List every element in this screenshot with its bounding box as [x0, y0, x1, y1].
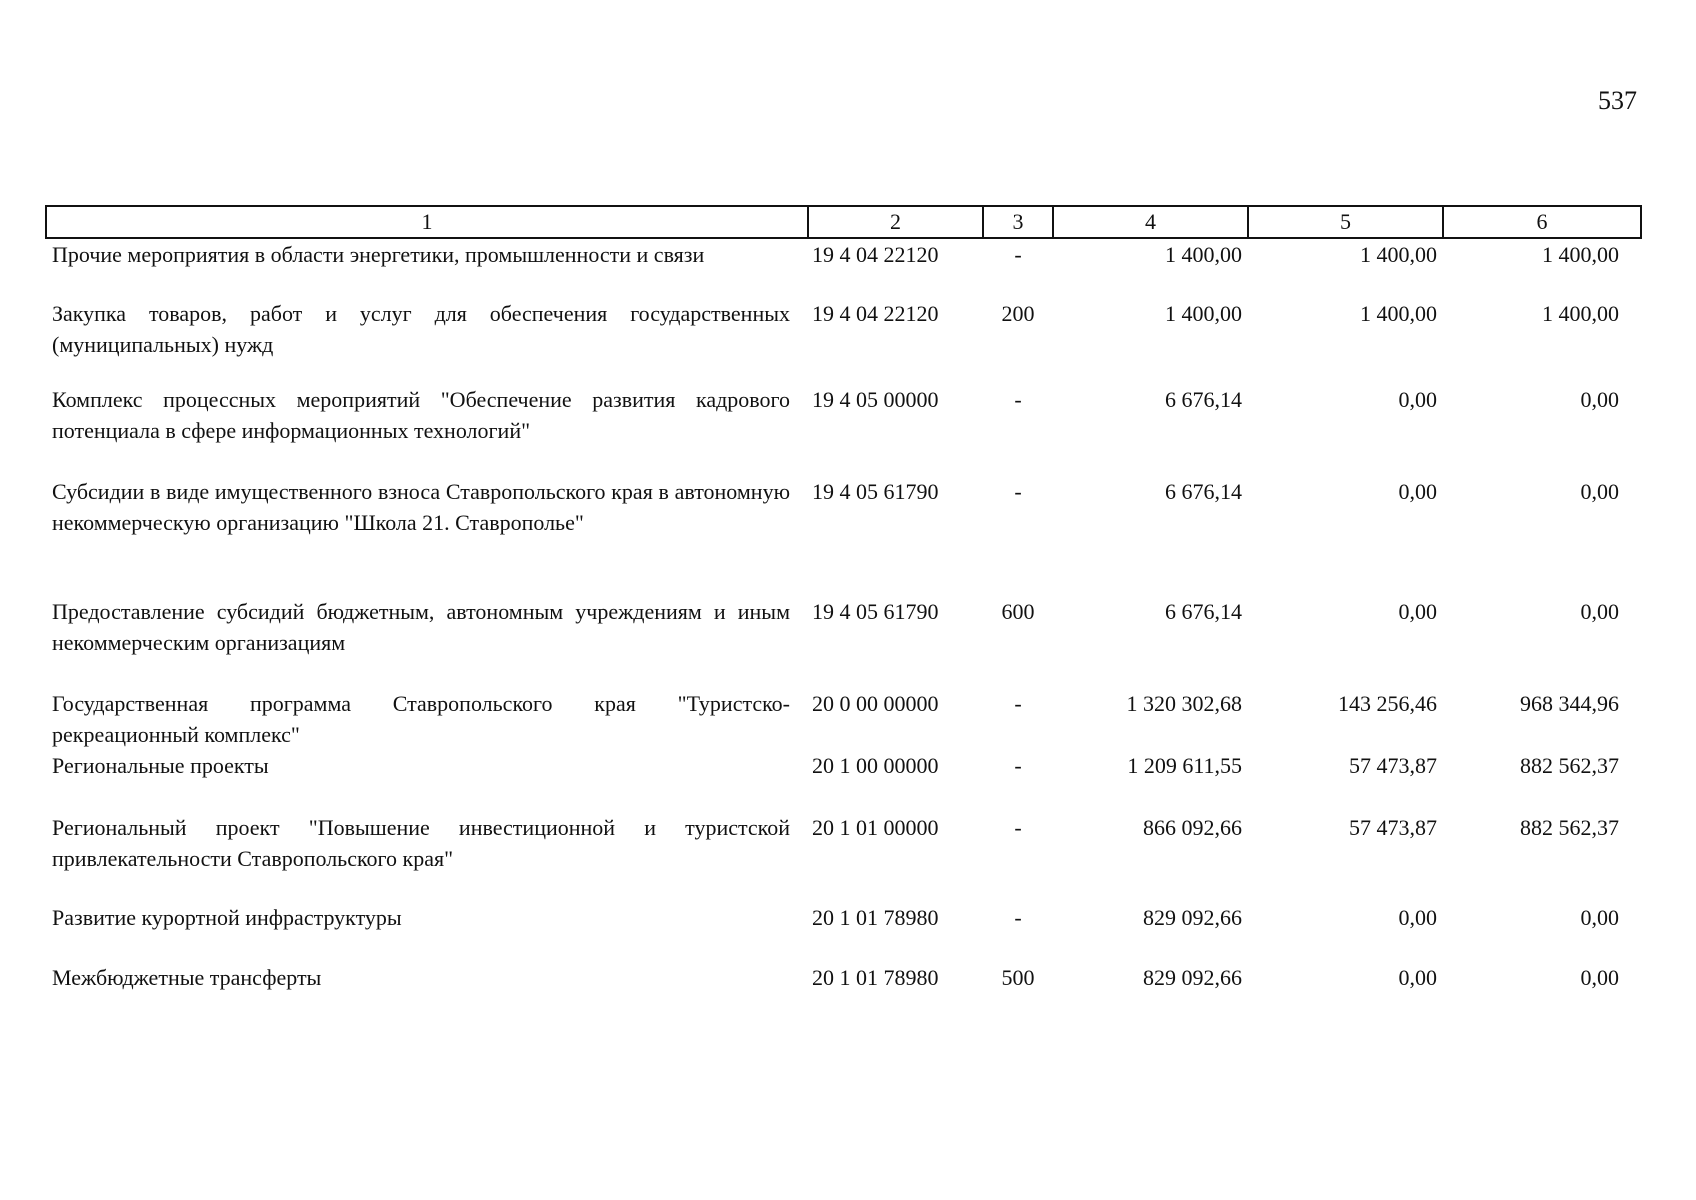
row-value-6: 882 562,37	[1520, 815, 1619, 840]
row-value-5: 57 473,87	[1349, 815, 1437, 840]
row-type: -	[1014, 479, 1022, 504]
budget-table-container	[45, 205, 1640, 1002]
row-name: Государственная программа Ставропольского края "Туристско-рекреационный комплекс"	[52, 691, 790, 747]
row-value-4: 1 320 302,68	[1126, 691, 1242, 716]
row-type: 600	[1001, 599, 1035, 624]
row-value-4: 829 092,66	[1143, 905, 1242, 930]
row-name: Субсидии в виде имущественного взноса Ставропольского края в автономную некоммерческую организацию "Школа 21. Ставрополье"	[52, 479, 790, 535]
row-value-5: 1 400,00	[1360, 242, 1437, 267]
row-value-6: 968 344,96	[1520, 691, 1619, 716]
table-row	[46, 596, 1641, 688]
row-value-6: 0,00	[1580, 905, 1619, 930]
row-value-6: 0,00	[1580, 599, 1619, 624]
row-value-4: 866 092,66	[1143, 815, 1242, 840]
row-code: 19 4 04 22120	[812, 301, 939, 326]
row-code: 20 1 01 00000	[812, 815, 939, 840]
row-code: 20 0 00 00000	[812, 691, 939, 716]
row-value-6: 0,00	[1580, 387, 1619, 412]
row-code: 19 4 04 22120	[812, 242, 939, 267]
header-col-3: 3	[983, 206, 1053, 238]
table-row	[46, 238, 1641, 298]
row-value-5: 0,00	[1398, 479, 1437, 504]
header-col-6: 6	[1443, 206, 1641, 238]
table-row	[46, 962, 1641, 1002]
row-name: Региональные проекты	[52, 753, 269, 778]
row-value-5: 1 400,00	[1360, 301, 1437, 326]
row-name: Региональный проект "Повышение инвестиционной и туристской привлекательности Ставропольского края"	[52, 815, 790, 871]
row-code: 19 4 05 00000	[812, 387, 939, 412]
table-row	[46, 812, 1641, 902]
row-code: 19 4 05 61790	[812, 599, 939, 624]
row-value-6: 882 562,37	[1520, 753, 1619, 778]
table-row	[46, 688, 1641, 750]
row-value-4: 1 400,00	[1165, 242, 1242, 267]
table-row	[46, 384, 1641, 476]
row-value-6: 1 400,00	[1542, 242, 1619, 267]
row-name: Прочие мероприятия в области энергетики, промышленности и связи	[52, 242, 705, 267]
row-type: -	[1014, 905, 1022, 930]
header-col-4: 4	[1053, 206, 1248, 238]
row-name: Предоставление субсидий бюджетным, автономным учреждениям и иным некоммерческим организациям	[52, 599, 790, 655]
row-value-5: 0,00	[1398, 387, 1437, 412]
row-type: -	[1014, 753, 1022, 778]
row-code: 20 1 01 78980	[812, 905, 939, 930]
row-value-5: 0,00	[1398, 599, 1437, 624]
row-name: Развитие курортной инфраструктуры	[52, 905, 402, 930]
row-value-5: 143 256,46	[1338, 691, 1437, 716]
row-name: Межбюджетные трансферты	[52, 965, 322, 990]
row-value-4: 1 209 611,55	[1127, 753, 1242, 778]
row-code: 20 1 01 78980	[812, 965, 939, 990]
table-row	[46, 298, 1641, 384]
header-col-1: 1	[46, 206, 808, 238]
budget-table	[45, 205, 1642, 1002]
row-value-4: 6 676,14	[1165, 599, 1242, 624]
row-type: -	[1014, 691, 1022, 716]
row-name: Закупка товаров, работ и услуг для обеспечения государственных (муниципальных) нужд	[52, 301, 790, 357]
table-row	[46, 750, 1641, 812]
row-name: Комплекс процессных мероприятий "Обеспечение развития кадрового потенциала в сфере информационных технологий"	[52, 387, 790, 443]
header-col-2: 2	[808, 206, 983, 238]
row-value-5: 0,00	[1398, 965, 1437, 990]
header-row	[46, 206, 1641, 238]
table-row	[46, 902, 1641, 962]
row-value-6: 0,00	[1580, 965, 1619, 990]
row-type: 200	[1001, 301, 1035, 326]
row-type: 500	[1001, 965, 1035, 990]
row-value-6: 0,00	[1580, 479, 1619, 504]
header-col-5: 5	[1248, 206, 1443, 238]
row-value-6: 1 400,00	[1542, 301, 1619, 326]
page-number: 537	[1598, 86, 1637, 115]
row-code: 19 4 05 61790	[812, 479, 939, 504]
row-type: -	[1014, 387, 1022, 412]
row-code: 20 1 00 00000	[812, 753, 939, 778]
row-type: -	[1014, 242, 1022, 267]
row-type: -	[1014, 815, 1022, 840]
table-row	[46, 476, 1641, 596]
row-value-4: 1 400,00	[1165, 301, 1242, 326]
row-value-5: 57 473,87	[1349, 753, 1437, 778]
row-value-4: 6 676,14	[1165, 387, 1242, 412]
row-value-4: 829 092,66	[1143, 965, 1242, 990]
row-value-4: 6 676,14	[1165, 479, 1242, 504]
row-value-5: 0,00	[1398, 905, 1437, 930]
